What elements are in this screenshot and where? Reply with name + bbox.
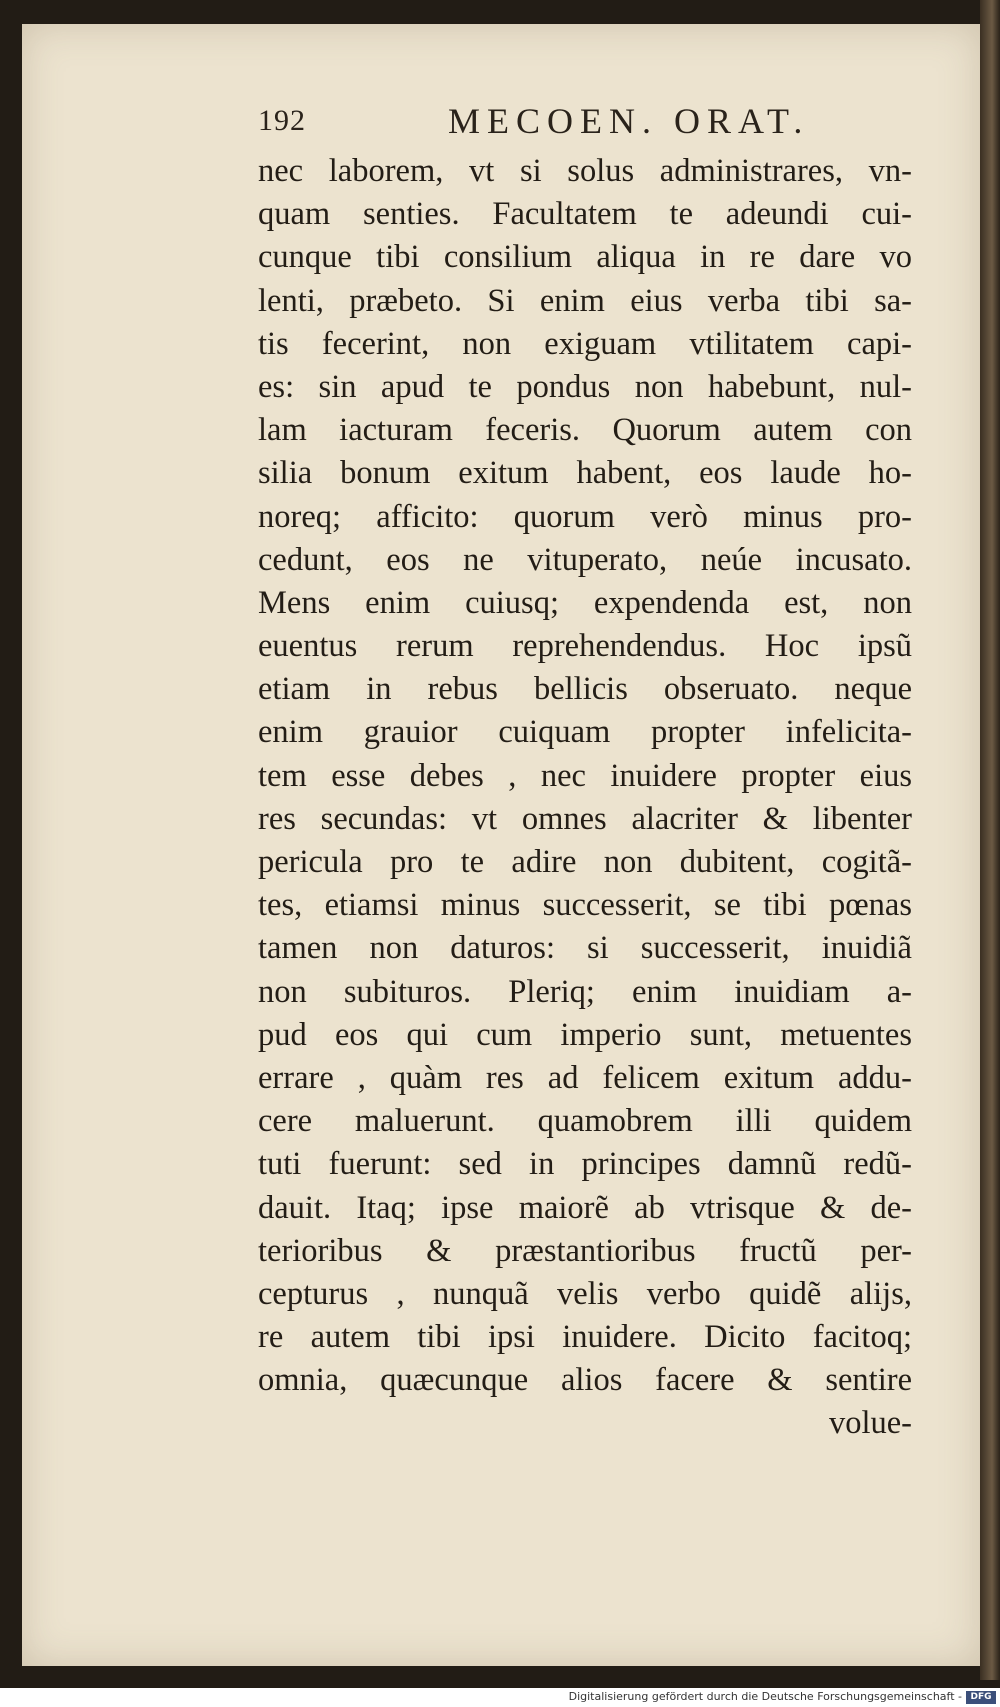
text-line: dauit. Itaq; ipse maiorẽ ab vtrisque & de- <box>258 1189 912 1226</box>
text-line: es: sin apud te pondus non habebunt, nul- <box>258 368 912 405</box>
text-line: errare , quàm res ad felicem exitum addu- <box>258 1059 912 1096</box>
page-number: 192 <box>258 104 306 137</box>
catchword: volue- <box>828 1405 912 1442</box>
text-line: silia bonum exitum habent, eos laude ho- <box>258 455 912 492</box>
text-line: cunque tibi consilium aliqua in re dare vo <box>258 239 912 276</box>
text-line: tem esse debes , nec inuidere propter eius <box>258 757 912 794</box>
book-edge <box>980 0 1000 1680</box>
text-line: omnia, quæcunque alios facere & sentire <box>258 1362 912 1399</box>
text-line: terioribus & præstantioribus fructũ per- <box>258 1232 912 1269</box>
text-line: pericula pro te adire non dubitent, cogitã- <box>258 844 912 880</box>
text-line: tuti fuerunt: sed in principes damnũ redũ- <box>258 1146 912 1183</box>
text-line: re autem tibi ipsi inuidere. Dicito facitoq; <box>258 1319 912 1356</box>
text-line: etiam in rebus bellicis obseruato. neque <box>258 671 912 708</box>
text-line: non subituros. Pleriq; enim inuidiam a- <box>258 973 912 1010</box>
text-line: tes, etiamsi minus successerit, se tibi pœnas <box>258 887 912 924</box>
text-line: tamen non daturos: si successerit, inuidiã <box>258 930 912 967</box>
text-line: pud eos qui cum imperio sunt, metuentes <box>258 1016 912 1053</box>
dfg-logo: DFG <box>966 1691 996 1704</box>
text-line: lam iacturam feceris. Quorum autem con <box>258 412 912 449</box>
text-line: enim grauior cuiquam propter infelicita- <box>258 714 912 751</box>
text-line: cepturus , nunquã velis verbo quidẽ alijs, <box>258 1275 912 1312</box>
text-line: noreq; afficito: quorum verò minus pro- <box>258 498 912 535</box>
text-line: cedunt, eos ne vituperato, neúe incusato. <box>258 541 912 578</box>
text-line: nec laborem, vt si solus administrares, vn- <box>258 153 912 189</box>
text-line: tis fecerint, non exiguam vtilitatem capi- <box>258 325 912 362</box>
digitization-footer <box>0 1688 1000 1707</box>
text-line: lenti, præbeto. Si enim eius verba tibi sa- <box>258 282 912 319</box>
funding-notice: Digitalisierung gefördert durch die Deutsche Forschungsgemeinschaft - <box>568 1690 962 1703</box>
running-head: MECOEN. ORAT. <box>448 101 810 141</box>
page-header <box>258 100 898 150</box>
text-line: quam senties. Facultatem te adeundi cui- <box>258 196 912 233</box>
body-text <box>258 150 912 1446</box>
text-line: cere maluerunt. quamobrem illi quidem <box>258 1103 912 1140</box>
text-line: euentus rerum reprehendendus. Hoc ipsũ <box>258 628 912 665</box>
text-line: Mens enim cuiusq; expendenda est, non <box>258 584 912 621</box>
text-line: res secundas: vt omnes alacriter & libenter <box>258 800 912 837</box>
